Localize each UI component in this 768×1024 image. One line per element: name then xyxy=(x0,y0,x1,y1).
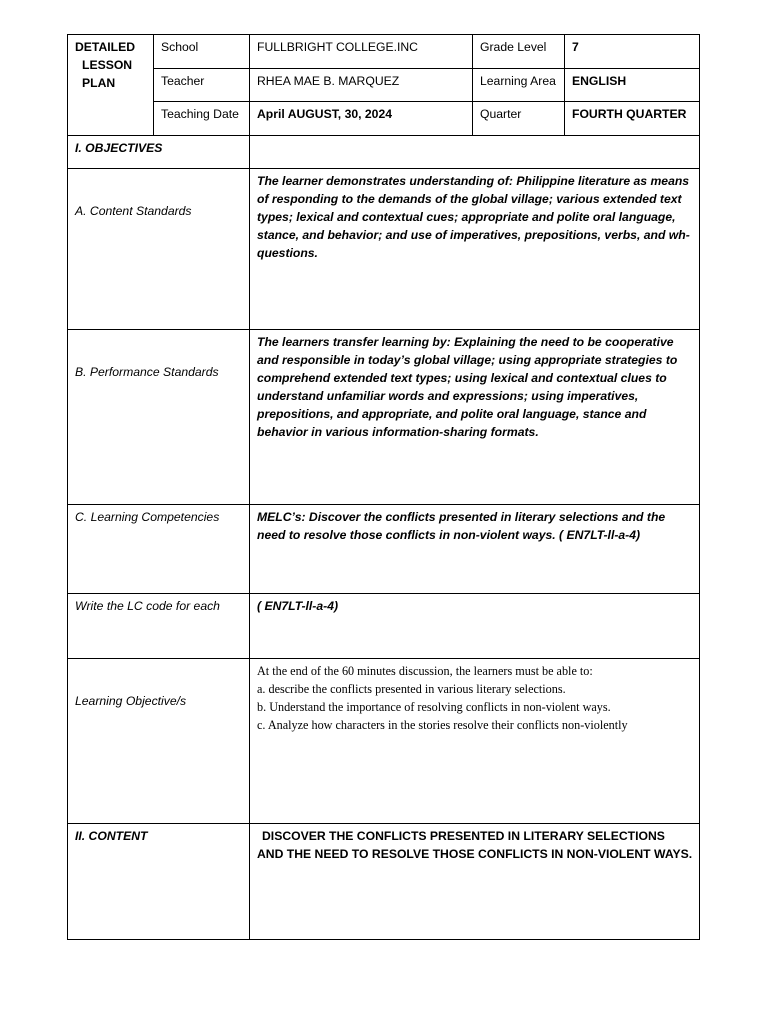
learning-objectives-row xyxy=(68,659,700,824)
content-text: DISCOVER THE CONFLICTS PRESENTED IN LITERARY SELECTIONS AND THE NEED TO RESOLVE THOSE CONFLICTS IN NON-VIOLENT WAYS. xyxy=(250,824,700,940)
quarter-label: Quarter xyxy=(473,102,565,136)
content-row xyxy=(68,824,700,940)
plan-title-line-2: LESSON xyxy=(82,58,133,72)
performance-standards-row xyxy=(68,330,700,505)
learning-objectives-label: Learning Objective/s xyxy=(68,659,250,824)
header-row-date xyxy=(68,102,700,136)
learning-objectives-text xyxy=(250,659,700,824)
content-standards-label: A. Content Standards xyxy=(68,169,250,330)
content-heading: II. CONTENT xyxy=(68,824,250,940)
quarter-value: FOURTH QUARTER xyxy=(565,102,700,136)
grade-level-value: 7 xyxy=(565,35,700,69)
learning-objective-b: b. Understand the importance of resolving conflicts in non-violent ways. xyxy=(257,700,611,714)
lc-code-text: ( EN7LT-ll-a-4) xyxy=(250,594,700,659)
learning-objectives-intro: At the end of the 60 minutes discussion, the learners must be able to: xyxy=(257,664,593,678)
header-row-teacher xyxy=(68,69,700,102)
performance-standards-text: The learners transfer learning by: Explaining the need to be cooperative and responsible in today’s global village; using appropriate strategies to comprehend extended text types; using lexical and contextual clues to understand unfamiliar words and expressions; using imperatives, prepositions, and appropriate, and polite oral language, stance and behavior in various information-sharing formats. xyxy=(250,330,700,505)
plan-title-line-1: DETAILED xyxy=(75,40,136,54)
learning-objective-a: a. describe the conflicts presented in various literary selections. xyxy=(257,682,566,696)
teacher-label: Teacher xyxy=(154,69,250,102)
teaching-date-label: Teaching Date xyxy=(154,102,250,136)
school-label: School xyxy=(154,35,250,69)
lesson-plan-table xyxy=(67,34,700,940)
teaching-date-value: April AUGUST, 30, 2024 xyxy=(250,102,473,136)
learning-competencies-row xyxy=(68,505,700,594)
learning-area-value: ENGLISH xyxy=(565,69,700,102)
plan-title-line-3: PLAN xyxy=(82,76,116,90)
learning-objective-c: c. Analyze how characters in the stories resolve their conflicts non-violently xyxy=(257,718,628,732)
objectives-heading: I. OBJECTIVES xyxy=(68,136,250,169)
teacher-value: RHEA MAE B. MARQUEZ xyxy=(250,69,473,102)
school-value: FULLBRIGHT COLLEGE.INC xyxy=(250,35,473,69)
learning-competencies-label: C. Learning Competencies xyxy=(68,505,250,594)
lc-code-row xyxy=(68,594,700,659)
content-standards-text: The learner demonstrates understanding of: Philippine literature as means of responding to the demands of the global village; various extended text types; lexical and contextual cues; appropriate and polite oral language, stance, and behavior; and use of imperatives, prepositions, verbs, and wh-questions. xyxy=(250,169,700,330)
objectives-heading-row xyxy=(68,136,700,169)
header-row-school xyxy=(68,35,700,69)
performance-standards-label: B. Performance Standards xyxy=(68,330,250,505)
grade-level-label: Grade Level xyxy=(473,35,565,69)
lc-code-label: Write the LC code for each xyxy=(68,594,250,659)
plan-title-cell xyxy=(68,35,154,136)
learning-competencies-text: MELC’s: Discover the conflicts presented in literary selections and the need to resolve those conflicts in non-violent ways. ( EN7LT-ll-a-4) xyxy=(250,505,700,594)
objectives-heading-blank xyxy=(250,136,700,169)
content-standards-row xyxy=(68,169,700,330)
learning-area-label: Learning Area xyxy=(473,69,565,102)
